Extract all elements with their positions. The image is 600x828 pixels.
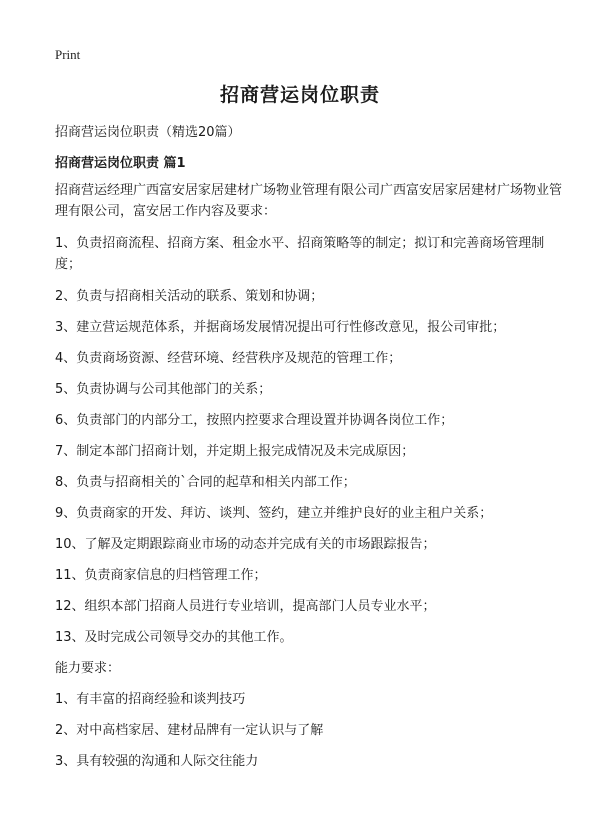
paragraph-intro: 招商营运经理广西富安居家居建材广场物业管理有限公司广西富安居家居建材广场物业管理有限公司，富安居工作内容及要求： bbox=[55, 183, 563, 219]
ability-item-3: 3、具有较强的沟通和人际交往能力 bbox=[55, 754, 259, 769]
document-title: 招商营运岗位职责 bbox=[219, 84, 380, 106]
paragraph-item-13: 13、及时完成公司领导交办的其他工作。 bbox=[55, 630, 293, 645]
section-heading: 招商营运岗位职责 篇1 bbox=[55, 156, 186, 171]
paragraph-item-3: 3、建立营运规范体系，并据商场发展情况提出可行性修改意见，报公司审批； bbox=[55, 320, 506, 335]
paragraph-item-1: 1、负责招商流程、招商方案、租金水平、招商策略等的制定；拟订和完善商场管理制度； bbox=[55, 236, 545, 272]
paragraph-item-9: 9、负责商家的开发、拜访、谈判、签约，建立并维护良好的业主租户关系； bbox=[55, 506, 493, 521]
document-body bbox=[55, 180, 562, 772]
document-subtitle: 招商营运岗位职责（精选20篇） bbox=[55, 125, 241, 140]
paragraph-item-10: 10、了解及定期跟踪商业市场的动态并完成有关的市场跟踪报告； bbox=[55, 537, 436, 552]
paragraph-item-5: 5、负责协调与公司其他部门的关系； bbox=[55, 382, 272, 397]
paragraph-item-6: 6、负责部门的内部分工，按照内控要求合理设置并协调各岗位工作； bbox=[55, 413, 454, 428]
ability-item-2: 2、对中高档家居、建材品牌有一定认识与了解 bbox=[55, 723, 324, 738]
paragraph-item-7: 7、制定本部门招商计划，并定期上报完成情况及未完成原因； bbox=[55, 444, 415, 459]
paragraph-item-4: 4、负责商场资源、经营环境、经营秩序及规范的管理工作； bbox=[55, 351, 402, 366]
paragraph-item-2: 2、负责与招商相关活动的联系、策划和协调； bbox=[55, 289, 324, 304]
paragraph-item-11: 11、负责商家信息的归档管理工作； bbox=[55, 568, 267, 583]
paragraph-item-12: 12、组织本部门招商人员进行专业培训，提高部门人员专业水平； bbox=[55, 599, 436, 614]
ability-requirements-heading: 能力要求： bbox=[55, 661, 121, 676]
paragraph-item-8: 8、负责与招商相关的`合同的起草和相关内部工作； bbox=[55, 475, 356, 490]
print-link[interactable]: Print bbox=[55, 47, 81, 62]
ability-item-1: 1、有丰富的招商经验和谈判技巧 bbox=[55, 692, 246, 707]
